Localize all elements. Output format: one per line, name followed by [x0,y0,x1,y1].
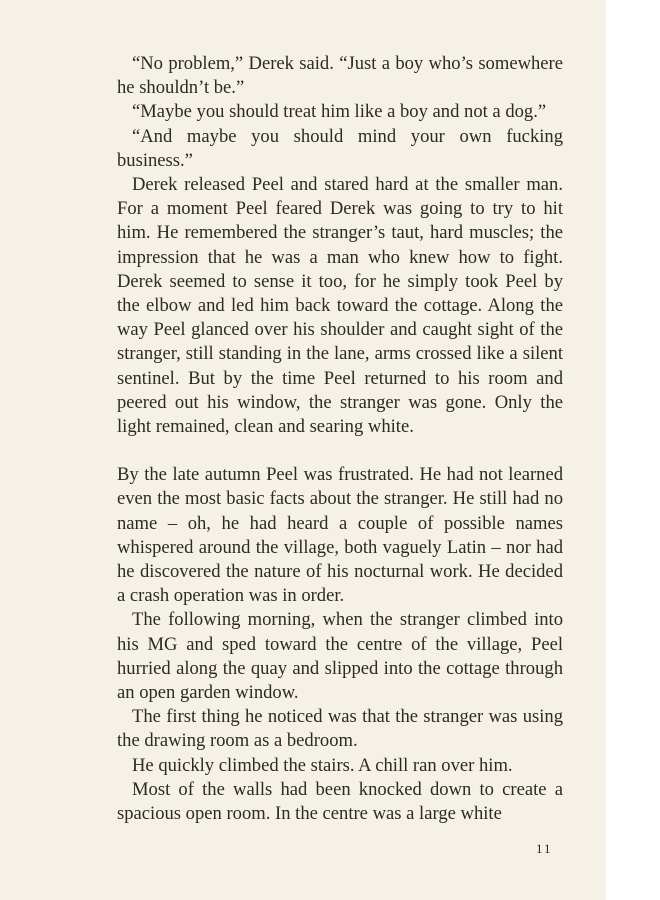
paragraph: Derek released Peel and stared hard at the smaller man. For a moment Peel feared Derek was going to try to hit him. He remembered the stranger’s taut, hard muscles; the impression that he was a man who knew how to fight. Derek seemed to sense it too, for he simply took Peel by the elbow and led him back toward the cottage. Along the way Peel glanced over his shoulder and caught sight of the stranger, still standing in the lane, arms crossed like a silent sentinel. But by the time Peel returned to his room and peered out his window, the stranger was gone. Only the light remained, clean and searing white. [117,174,563,438]
body-text [117,52,563,826]
paragraph: “And maybe you should mind your own fucking business.” [117,125,563,171]
paragraph: Most of the walls had been knocked down to create a spacious open room. In the centre was a large white [117,778,563,825]
paragraph: “Maybe you should treat him like a boy and not a dog.” [132,101,547,123]
paragraph: “No problem,” Derek said. “Just a boy who’s somewhere he shouldn’t be.” [117,53,563,99]
paragraph: The first thing he noticed was that the stranger was using the drawing room as a bedroom. [117,706,563,752]
page-number: 11 [536,841,553,856]
paragraph: The following morning, when the stranger climbed into his MG and sped toward the centre of the village, Peel hurried along the quay and slipped into the cottage through an open garden window. [117,609,563,704]
paragraph: He quickly climbed the stairs. A chill ran over him. [132,754,513,776]
paragraph: By the late autumn Peel was frustrated. He had not learned even the most basic facts about the stranger. He still had no name – oh, he had heard a couple of possible names whispered around the village, both vaguely Latin – nor had he discovered the nature of his nocturnal work. He decided a crash operation was in order. [117,464,563,607]
